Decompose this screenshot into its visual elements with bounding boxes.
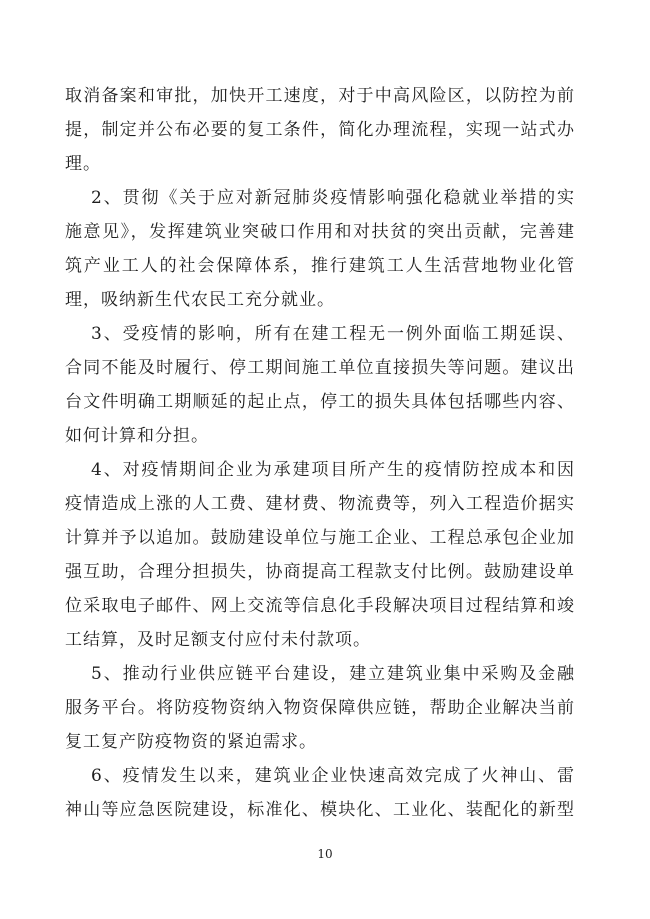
text-line: 台文件明确工期顺延的起止点，停工的损失具体包括哪些内容、 [65,392,575,412]
text-line: 复工复产防疫物资的紧迫需求。 [65,732,317,752]
text-line: 理，吸纳新生代农民工充分就业。 [65,290,335,310]
text-line: 计算并予以追加。鼓励建设单位与施工企业、工程总承包企业加 [65,528,575,548]
paragraph [65,453,575,657]
text-line: 提，制定并公布必要的复工条件，简化办理流程，实现一站式办 [65,120,575,140]
text-line: 6、疫情发生以来，建筑业企业快速高效完成了火神山、雷 [91,766,575,786]
paragraph [65,79,575,181]
text-line: 位采取电子邮件、网上交流等信息化手段解决项目过程结算和竣 [65,596,575,616]
text-line: 筑产业工人的社会保障体系，推行建筑工人生活营地物业化管 [65,256,575,276]
text-line: 3、受疫情的影响，所有在建工程无一例外面临工期延误、 [91,324,575,344]
text-line: 合同不能及时履行、停工期间施工单位直接损失等问题。建议出 [65,358,575,378]
text-line: 疫情造成上涨的人工费、建材费、物流费等，列入工程造价据实 [65,494,575,514]
document-body [65,79,575,827]
text-line: 神山等应急医院建设，标准化、模块化、工业化、装配化的新型 [65,800,575,820]
text-line: 施意见》，发挥建筑业突破口作用和对扶贫的突出贡献，完善建 [65,222,575,242]
text-line: 5、推动行业供应链平台建设，建立建筑业集中采购及金融 [91,664,575,684]
paragraph [65,317,575,453]
text-line: 2、贯彻《关于应对新冠肺炎疫情影响强化稳就业举措的实 [91,188,575,208]
paragraph [65,657,575,759]
text-line: 如何计算和分担。 [65,426,209,446]
text-line: 服务平台。将防疫物资纳入物资保障供应链，帮助企业解决当前 [65,698,575,718]
text-line: 工结算，及时足额支付应付未付款项。 [65,630,371,650]
text-line: 4、对疫情期间企业为承建项目所产生的疫情防控成本和因 [91,460,575,480]
text-line: 取消备案和审批，加快开工速度，对于中高风险区，以防控为前 [65,86,575,106]
text-line: 强互助，合理分担损失，协商提高工程款支付比例。鼓励建设单 [65,562,575,582]
paragraph [65,181,575,317]
paragraph [65,759,575,827]
page-number: 10 [317,847,333,861]
text-line: 理。 [65,154,101,174]
